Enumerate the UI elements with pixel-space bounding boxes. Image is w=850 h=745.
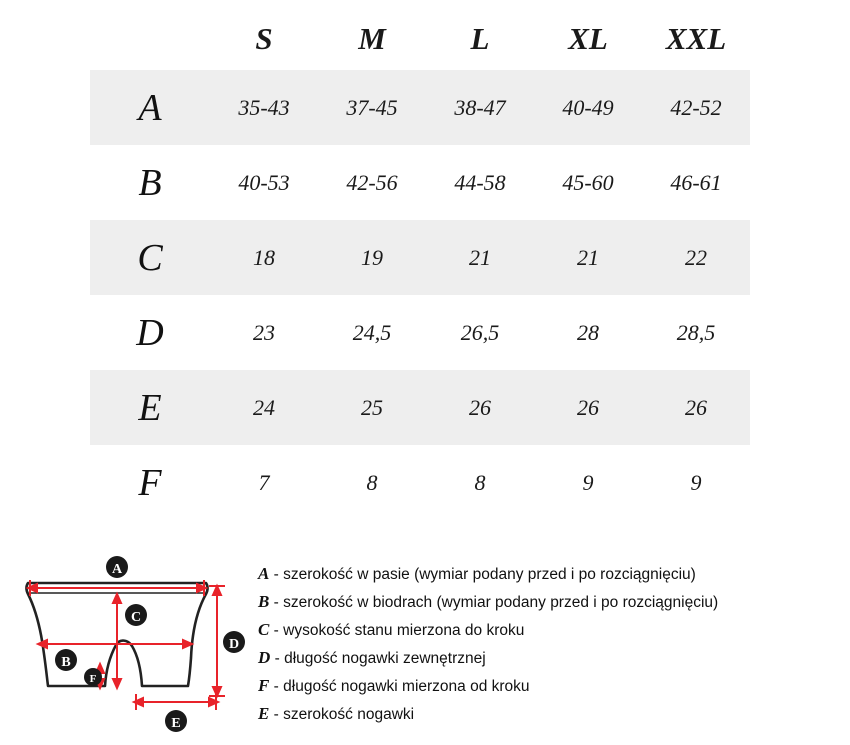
cell-d-xl: 28 <box>577 319 599 345</box>
legend-dash-e: - <box>273 706 279 723</box>
legend-key-c: C <box>258 620 270 639</box>
marker-badge-f <box>84 668 102 686</box>
cell-f-l: 8 <box>474 469 486 495</box>
marker-badge-a <box>106 556 128 578</box>
cell-c-xxl: 22 <box>642 220 750 295</box>
table-row <box>90 445 750 520</box>
legend-item-d <box>258 644 843 672</box>
table-row <box>90 370 750 445</box>
legend-desc-a: szerokość w pasie (wymiar podany przed i po rozciągnięciu) <box>283 566 696 583</box>
legend-key-f: F <box>258 676 270 695</box>
cell-c-xl: 21 <box>534 220 642 295</box>
cell-b-m: 42-56 <box>346 169 398 195</box>
svg-text:B: B <box>61 655 71 670</box>
size-header-l: L <box>470 21 490 56</box>
cell-a-xl: 40-49 <box>534 70 642 145</box>
cell-b-s: 40-53 <box>238 169 290 195</box>
row-label-e: E <box>90 370 210 445</box>
svg-text:E: E <box>171 716 181 731</box>
legend-desc-d: długość nogawki zewnętrznej <box>284 650 486 667</box>
marker-badge-e <box>165 710 187 732</box>
legend-desc-b: szerokość w biodrach (wymiar podany przed i po rozciągnięciu) <box>283 594 719 611</box>
cell-a-l: 38-47 <box>426 70 534 145</box>
cell-e-m: 25 <box>318 370 426 445</box>
shorts-diagram <box>10 550 255 740</box>
cell-f-s: 7 <box>258 469 270 495</box>
legend-dash-f: - <box>273 678 279 695</box>
legend-key-e: E <box>258 704 270 723</box>
legend-key-a: A <box>258 564 270 583</box>
cell-e-l: 26 <box>426 370 534 445</box>
measure-arrow-d <box>209 586 225 696</box>
svg-text:F: F <box>89 673 97 685</box>
cell-b-xl: 45-60 <box>562 169 614 195</box>
legend-item-c <box>258 616 843 644</box>
cell-a-xxl: 42-52 <box>642 70 750 145</box>
measure-arrow-e <box>134 694 218 710</box>
cell-b-xxl: 46-61 <box>670 169 722 195</box>
row-label-b: B <box>138 161 162 204</box>
svg-text:D: D <box>228 637 240 652</box>
size-header-row <box>90 8 750 70</box>
row-label-a: A <box>90 70 210 145</box>
size-header-xl: XL <box>568 21 608 56</box>
size-header-s: S <box>255 21 273 56</box>
legend-dash-c: - <box>273 622 279 639</box>
legend-dash-b: - <box>273 594 279 611</box>
cell-c-l: 21 <box>426 220 534 295</box>
cell-a-m: 37-45 <box>318 70 426 145</box>
size-table-head <box>90 8 750 70</box>
cell-c-m: 19 <box>318 220 426 295</box>
cell-d-s: 23 <box>253 319 275 345</box>
size-header-m: M <box>358 21 386 56</box>
size-chart-page <box>0 8 850 745</box>
size-header-xxl: XXL <box>665 21 727 56</box>
table-row <box>90 220 750 295</box>
size-table <box>90 8 750 520</box>
table-row <box>90 295 750 370</box>
cell-d-l: 26,5 <box>460 319 500 345</box>
legend-dash-a: - <box>273 566 279 583</box>
cell-d-xxl: 28,5 <box>676 319 716 345</box>
legend-item-e <box>258 700 843 728</box>
cell-a-s: 35-43 <box>210 70 318 145</box>
legend-item-b <box>258 588 843 616</box>
cell-b-l: 44-58 <box>454 169 506 195</box>
legend-list <box>258 560 843 728</box>
svg-text:C: C <box>130 610 142 625</box>
marker-badge-c <box>125 604 147 626</box>
legend-dash-d: - <box>274 650 280 667</box>
table-row <box>90 145 750 220</box>
row-label-d: D <box>136 311 164 354</box>
legend-item-a <box>258 560 843 588</box>
legend-section <box>0 544 850 745</box>
legend-desc-c: wysokość stanu mierzona do kroku <box>283 622 525 639</box>
cell-e-s: 24 <box>210 370 318 445</box>
shorts-diagram-svg <box>10 550 255 740</box>
cell-d-m: 24,5 <box>352 319 392 345</box>
legend-item-f <box>258 672 843 700</box>
marker-badge-d <box>223 631 245 653</box>
cell-f-m: 8 <box>366 469 378 495</box>
svg-text:A: A <box>111 562 123 577</box>
table-row <box>90 70 750 145</box>
size-table-body <box>90 70 750 520</box>
cell-f-xl: 9 <box>582 469 594 495</box>
legend-desc-e: szerokość nogawki <box>283 706 415 723</box>
legend-key-b: B <box>258 592 270 611</box>
row-label-f: F <box>138 461 162 504</box>
marker-badge-b <box>55 649 77 671</box>
cell-c-s: 18 <box>210 220 318 295</box>
cell-f-xxl: 9 <box>690 469 702 495</box>
row-label-c: C <box>90 220 210 295</box>
legend-key-d: D <box>258 648 271 667</box>
cell-e-xxl: 26 <box>642 370 750 445</box>
table-corner-cell <box>90 8 210 70</box>
legend-desc-f: długość nogawki mierzona od kroku <box>283 678 530 695</box>
cell-e-xl: 26 <box>534 370 642 445</box>
